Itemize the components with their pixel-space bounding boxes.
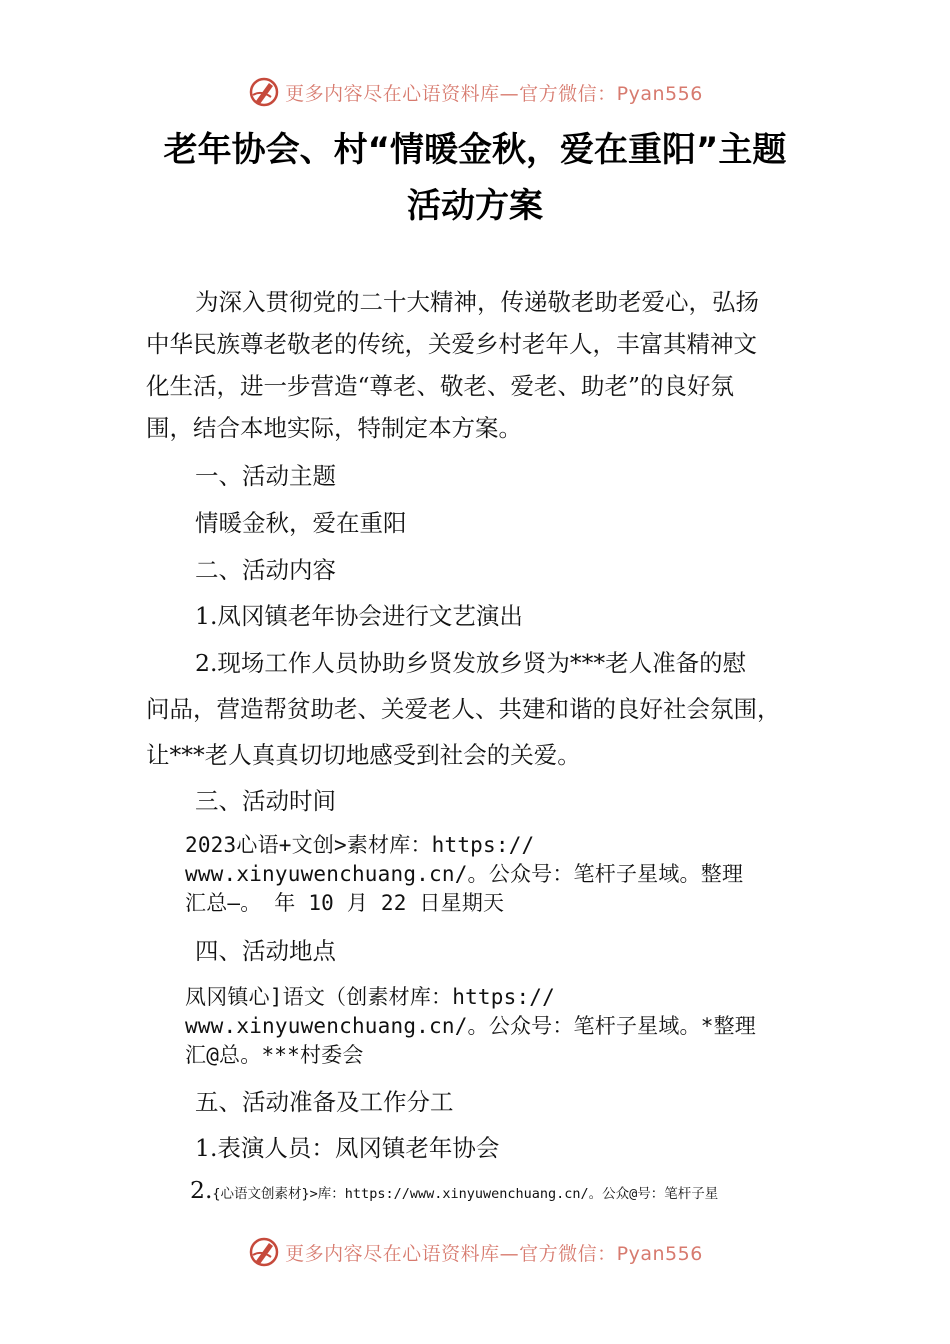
document-title-line2: 活动方案: [407, 186, 543, 226]
section-body: 情暖金秋，爱在重阳: [195, 509, 407, 537]
pen-logo-icon: [247, 75, 281, 109]
section-heading: 一、活动主题: [195, 462, 336, 490]
list-item: 1.表演人员：凤冈镇老年协会: [195, 1134, 500, 1162]
section-heading: 三、活动时间: [195, 787, 336, 815]
pen-logo-icon: [247, 1235, 281, 1269]
list-item-line: [190, 1176, 718, 1204]
list-item-line: 问品，营造帮贫助老、关爱老人、共建和谐的良好社会氛围，: [146, 695, 781, 723]
list-item: 1.凤冈镇老年协会进行文艺演出: [195, 602, 523, 630]
intro-line: 化生活，进一步营造“尊老、敬老、爱老、助老”的良好氛: [146, 372, 735, 400]
watermark-bottom: [0, 1232, 950, 1272]
section-body-line: 汇@总。***村委会: [185, 1043, 364, 1067]
watermark-text: 更多内容尽在心语资料库—官方微信：Pyan556: [285, 82, 703, 105]
section-body-line: 2023心语+文创>素材库：https://: [185, 833, 535, 857]
document-title-line1: 老年协会、村“情暖金秋，爱在重阳”主题: [163, 130, 787, 170]
section-heading: 二、活动内容: [195, 556, 336, 584]
intro-line: 围，结合本地实际，特制定本方案。: [146, 414, 522, 442]
list-item-number: 2.: [190, 1176, 213, 1204]
intro-line: 为深入贯彻党的二十大精神，传递敬老助老爱心，弘扬: [195, 288, 759, 316]
list-item-line: 让***老人真真切切地感受到社会的关爱。: [146, 741, 581, 769]
section-heading: 五、活动准备及工作分工: [195, 1088, 454, 1116]
section-heading: 四、活动地点: [195, 937, 336, 965]
section-body-line: 凤冈镇心]语文（创素材库：https://: [185, 985, 555, 1009]
list-item-text: {心语文创素材}>库：https://www.xinyuwenchuang.cn/。公众@号：笔杆子星: [212, 1186, 719, 1202]
list-item-line: 2.现场工作人员协助乡贤发放乡贤为***老人准备的慰: [195, 649, 747, 677]
intro-line: 中华民族尊老敬老的传统，关爱乡村老年人，丰富其精神文: [146, 330, 757, 358]
watermark-text: 更多内容尽在心语资料库—官方微信：Pyan556: [285, 1242, 703, 1265]
section-body-line: www.xinyuwenchuang.cn/。公众号：笔杆子星域。整理: [185, 862, 744, 886]
section-body-line: 汇总—。 年 10 月 22 日星期天: [185, 891, 505, 915]
section-body-line: www.xinyuwenchuang.cn/。公众号：笔杆子星域。*整理: [185, 1014, 756, 1038]
watermark-top: [0, 72, 950, 112]
